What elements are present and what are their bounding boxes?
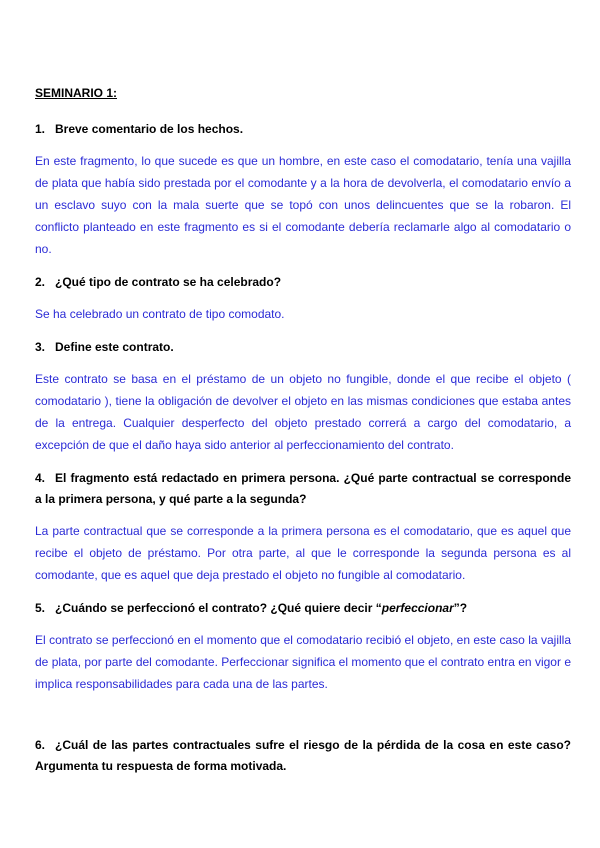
question-number: 1. bbox=[35, 122, 46, 136]
question-text: Breve comentario de los hechos. bbox=[55, 122, 244, 136]
question-number: 5. bbox=[35, 601, 46, 615]
question-5 bbox=[35, 598, 571, 619]
answer-2: Se ha celebrado un contrato de tipo comodato. bbox=[35, 307, 285, 321]
question-number: 2. bbox=[35, 275, 46, 289]
question-number: 6. bbox=[35, 738, 46, 752]
answer-4: La parte contractual que se corresponde a la primera persona es el comodatario, que es aquel que recibe el objeto de préstamo. Por otra parte, al que le corresponde la segunda persona es al comodante, que es aquel que deja prestado el objeto no fungible al comodatario. bbox=[35, 524, 571, 582]
question-3 bbox=[35, 337, 571, 358]
question-number: 4. bbox=[35, 471, 46, 485]
question-text: ¿Qué tipo de contrato se ha celebrado? bbox=[55, 275, 282, 289]
question-emphasis: perfeccionar bbox=[381, 601, 454, 615]
question-text: El fragmento está redactado en primera persona. ¿Qué parte contractual se corresponde a la primera persona, y qué parte a la segunda? bbox=[35, 471, 571, 506]
question-6 bbox=[35, 735, 571, 777]
question-number: 3. bbox=[35, 340, 46, 354]
question-4 bbox=[35, 468, 571, 510]
seminar-title: SEMINARIO 1: bbox=[35, 86, 118, 100]
answer-3: Este contrato se basa en el préstamo de un objeto no fungible, donde el que recibe el objeto ( comodatario ), tiene la obligación de devolver el objeto en las mismas condiciones que estaba antes de la entrega. Cualquier desperfecto del objeto prestado correrá a cargo del comodatario, a excepción de que el daño haya sido anterior al perfeccionamiento del contrato. bbox=[35, 372, 571, 452]
question-2 bbox=[35, 272, 571, 293]
question-text: Define este contrato. bbox=[55, 340, 174, 354]
answer-1: En este fragmento, lo que sucede es que un hombre, en este caso el comodatario, tenía una vajilla de plata que había sido prestada por el comodante y a la hora de devolverla, el comodatario envío a un esclavo suyo con la mala suerte que se topó con unos delincuentes que se la robaron. El conflicto planteado en este fragmento es si el comodante debería reclamarle algo al comodatario o no. bbox=[35, 154, 571, 256]
answer-5: El contrato se perfeccionó en el momento que el comodatario recibió el objeto, en este caso la vajilla de plata, por parte del comodante. Perfeccionar significa el momento que el contrato entra en vigor e implica responsabilidades para cada una de las partes. bbox=[35, 633, 571, 691]
question-1 bbox=[35, 119, 571, 140]
document-page bbox=[35, 85, 571, 777]
question-text-before: ¿Cuándo se perfeccionó el contrato? ¿Qué quiere decir “ bbox=[55, 601, 382, 615]
question-text-after: ”? bbox=[453, 601, 468, 615]
question-text: ¿Cuál de las partes contractuales sufre el riesgo de la pérdida de la cosa en este caso? Argumenta tu respuesta de forma motivada. bbox=[35, 738, 571, 773]
